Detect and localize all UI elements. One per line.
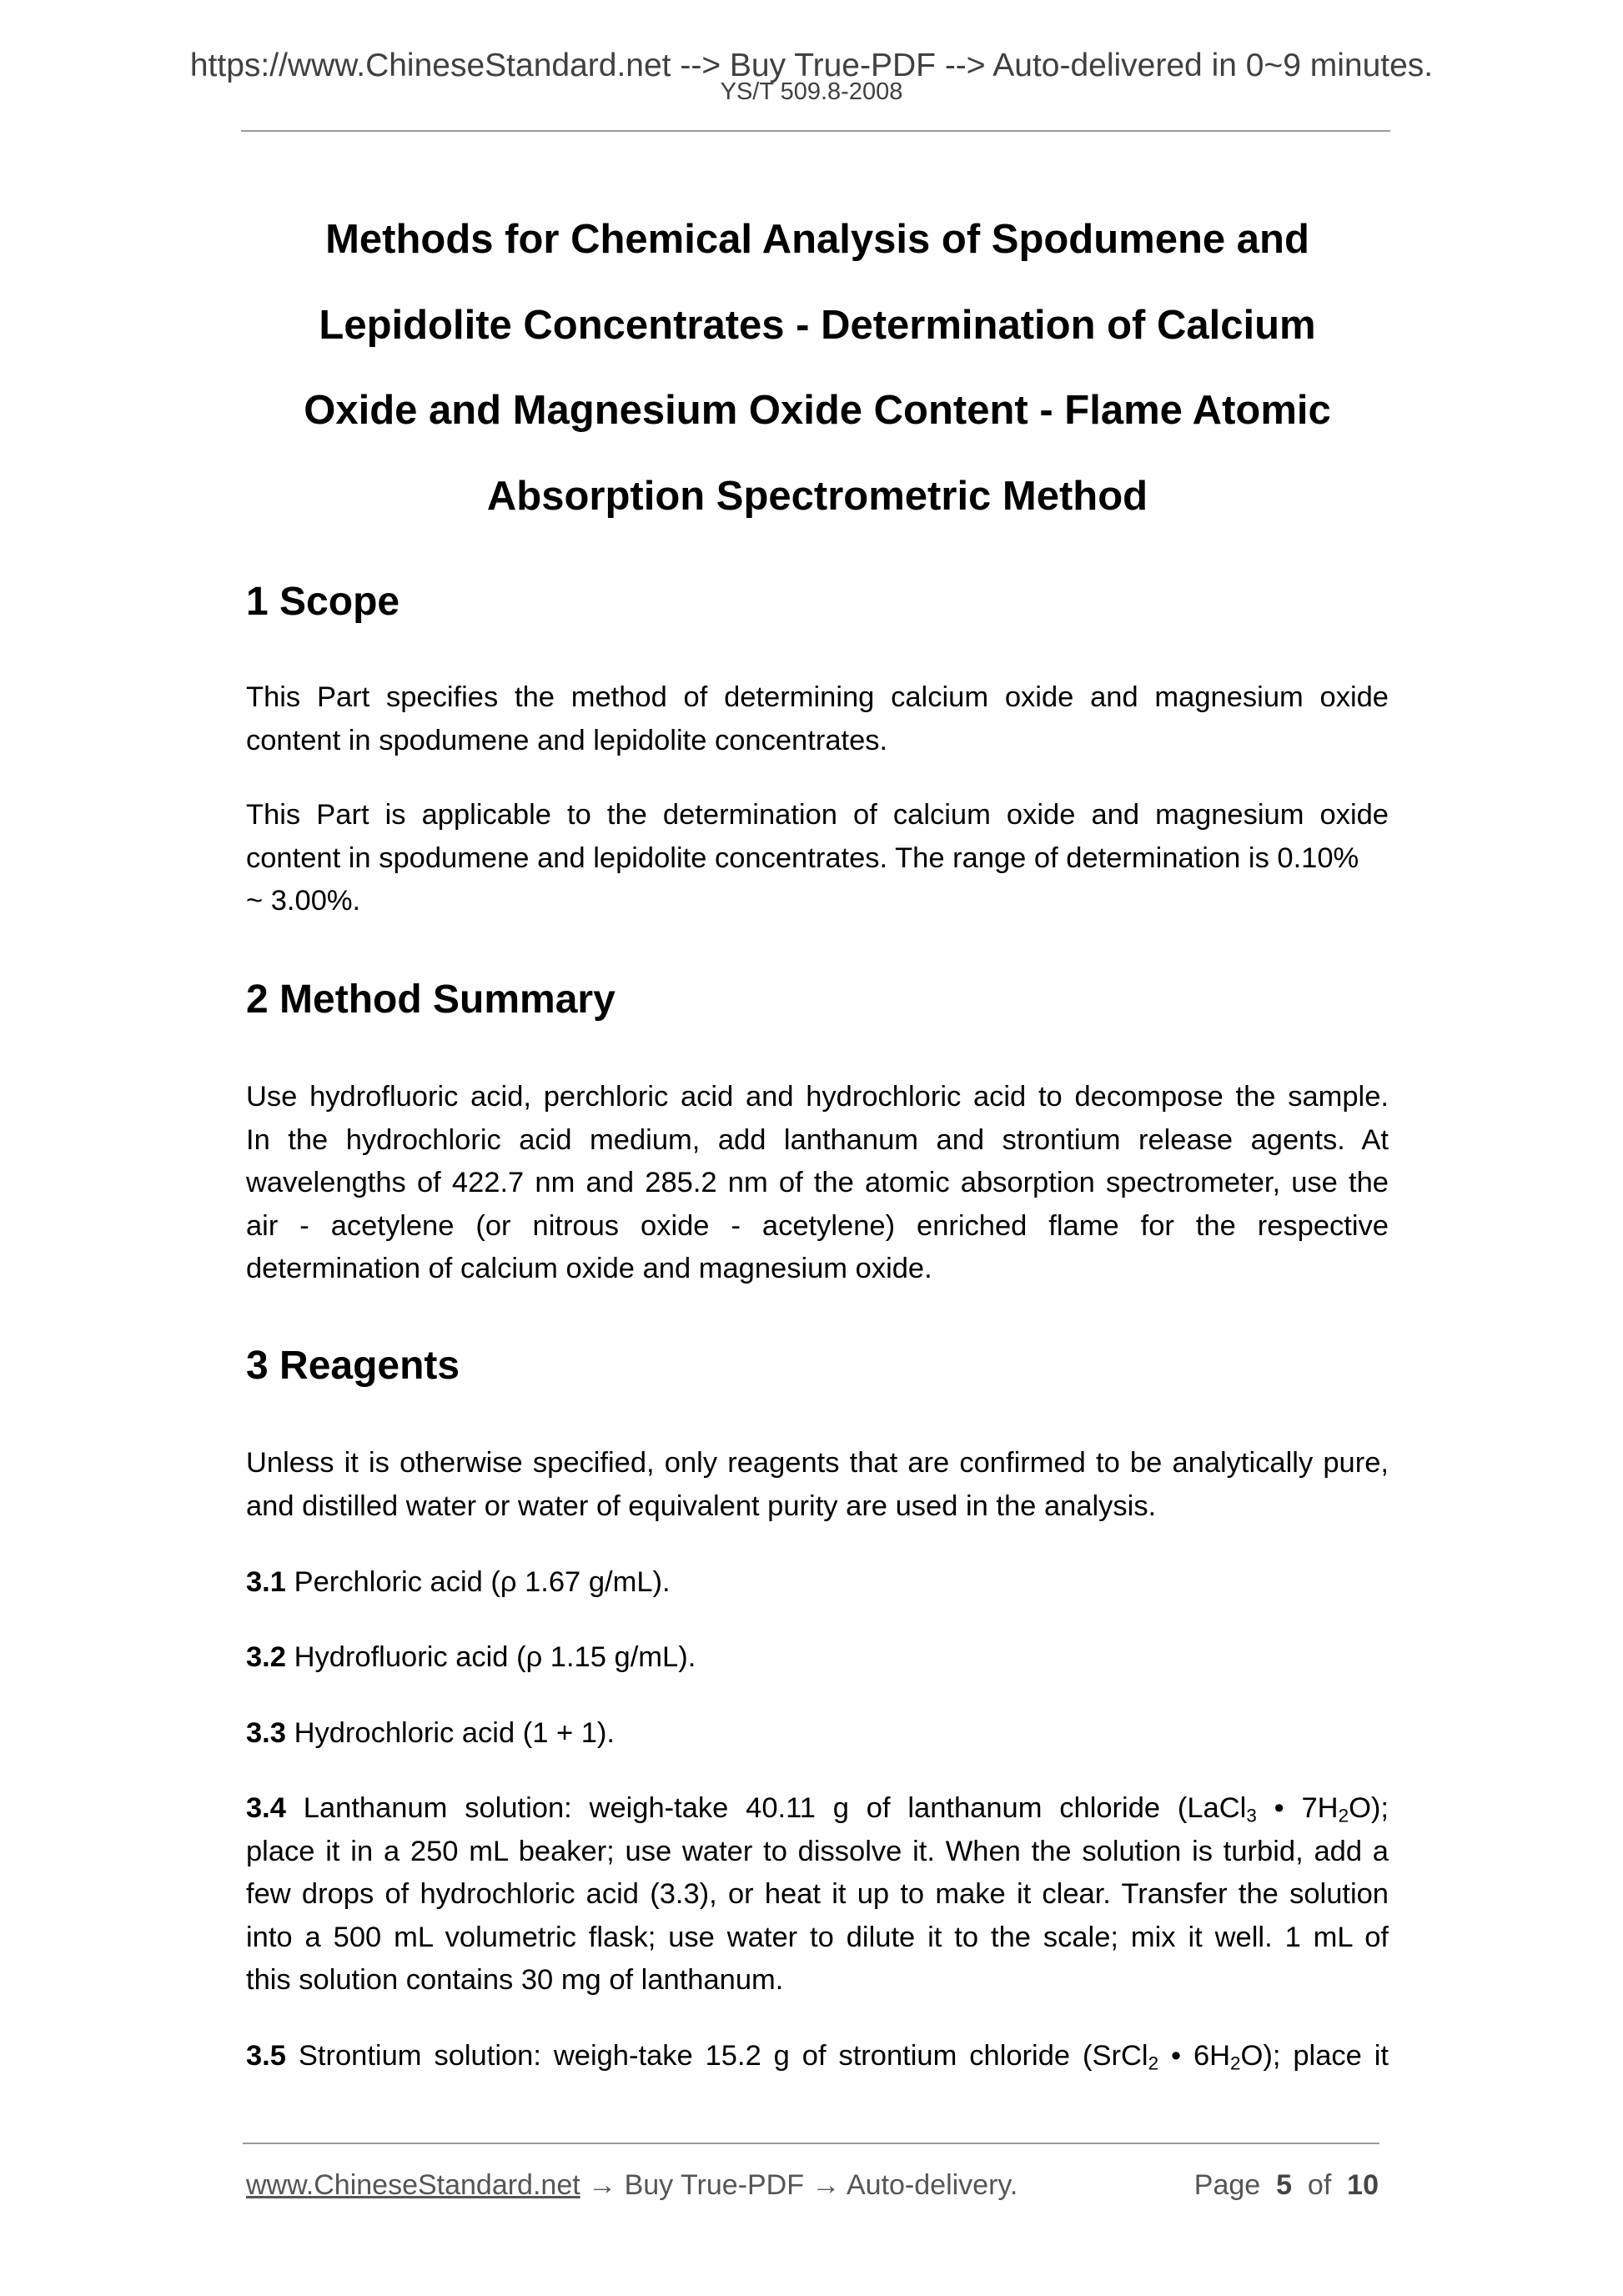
- item-text: Perchloric acid (ρ 1.67 g/mL).: [294, 1566, 671, 1598]
- item-text: Hydrofluoric acid (ρ 1.15 g/mL).: [294, 1641, 696, 1673]
- header-divider: [241, 130, 1390, 132]
- page-label: Page: [1193, 2169, 1261, 2201]
- item-text: O);: [1349, 1792, 1389, 1824]
- item-text: Hydrochloric acid (1 + 1).: [294, 1717, 615, 1749]
- item-number: 3.2: [246, 1641, 286, 1673]
- item-text: O); place it: [1240, 2040, 1389, 2072]
- footer-divider: [243, 2143, 1379, 2144]
- document-title: [246, 197, 1389, 539]
- section-heading-scope: 1 Scope: [246, 580, 400, 624]
- item-number: 3.1: [246, 1566, 286, 1598]
- reagent-item-3-5: [246, 2035, 1389, 2078]
- section-heading-reagents: 3 Reagents: [246, 1344, 460, 1388]
- reagent-item-3-4: [246, 1787, 1389, 2002]
- page-total: 10: [1347, 2169, 1379, 2201]
- subscript: 2: [1148, 2052, 1159, 2074]
- site-link[interactable]: www.ChineseStandard.net: [246, 2169, 580, 2201]
- reagent-item-3-3: [246, 1712, 1389, 1756]
- title-line: Oxide and Magnesium Oxide Content - Flame Atomic: [304, 388, 1331, 433]
- title-line: Methods for Chemical Analysis of Spodumene and: [325, 217, 1309, 262]
- item-number: 3.3: [246, 1717, 286, 1749]
- item-text: Lanthanum solution: weigh-take 40.11 g of lanthanum chloride (LaCl: [303, 1792, 1247, 1824]
- reagent-item-3-1: [246, 1561, 1389, 1605]
- text-line: into a 500 mL volumetric flask; use water to dilute it to the scale; mix it well. 1 mL of: [246, 1921, 1389, 1953]
- item-text: • 7H: [1256, 1792, 1339, 1824]
- subscript: 2: [1230, 2052, 1241, 2074]
- item-number: 3.4: [246, 1792, 286, 1824]
- method-summary-paragraph: [246, 1076, 1389, 1291]
- subscript: 2: [1338, 1805, 1349, 1826]
- page-indicator: [1194, 2167, 1379, 2203]
- text-line: few drops of hydrochloric acid (3.3), or heat it up to make it clear. Transfer the solution: [246, 1878, 1389, 1910]
- text-line: and distilled water or water of equivalent purity are used in the analysis.: [246, 1490, 1157, 1522]
- text-line: determination of calcium oxide and magnesium oxide.: [246, 1253, 932, 1284]
- text-line: In the hydrochloric acid medium, add lanthanum and strontium release agents. At: [246, 1123, 1389, 1156]
- text-line: air - acetylene (or nitrous oxide - acetylene) enriched flame for the respective: [246, 1209, 1389, 1242]
- title-line: Lepidolite Concentrates - Determination of Calcium: [319, 302, 1316, 348]
- standard-code: YS/T 509.8-2008: [720, 78, 903, 105]
- text-line: content in spodumene and lepidolite concentrates.: [246, 724, 888, 756]
- reagents-intro: [246, 1442, 1389, 1528]
- text-line: place it in a 250 mL beaker; use water to dissolve it. When the solution is turbid, add a: [246, 1835, 1389, 1867]
- of-label: of: [1307, 2169, 1332, 2201]
- item-text: • 6H: [1158, 2040, 1231, 2072]
- scope-paragraph-2: [246, 794, 1389, 923]
- page-footer: [246, 2167, 1389, 2203]
- footer-text: → Buy True-PDF → Auto-delivery.: [580, 2169, 1018, 2201]
- title-line: Absorption Spectrometric Method: [486, 473, 1148, 519]
- text-line: Use hydrofluoric acid, perchloric acid and hydrochloric acid to decompose the sample.: [246, 1081, 1389, 1113]
- item-number: 3.5: [246, 2040, 286, 2072]
- header-banner: https://www.ChineseStandard.net --> Buy True-PDF --> Auto-delivered in 0~9 minutes.: [189, 48, 1434, 83]
- reagent-item-3-2: [246, 1636, 1389, 1680]
- text-line: This Part is applicable to the determination of calcium oxide and magnesium oxide: [246, 799, 1389, 831]
- item-text: Strontium solution: weigh-take 15.2 g of strontium chloride (SrCl: [298, 2040, 1148, 2072]
- text-line: ~ 3.00%.: [246, 885, 361, 917]
- scope-paragraph-1: [246, 676, 1389, 762]
- text-line: This Part specifies the method of determining calcium oxide and magnesium oxide: [246, 681, 1389, 713]
- page-current: 5: [1276, 2169, 1292, 2201]
- text-line: wavelengths of 422.7 nm and 285.2 nm of the atomic absorption spectrometer, use the: [246, 1167, 1389, 1198]
- section-heading-method-summary: 2 Method Summary: [246, 977, 616, 1022]
- text-line: Unless it is otherwise specified, only reagents that are confirmed to be analytically pure,: [246, 1447, 1389, 1479]
- text-line: content in spodumene and lepidolite concentrates. The range of determination is 0.10%: [246, 842, 1359, 874]
- subscript: 3: [1246, 1805, 1257, 1826]
- text-line: this solution contains 30 mg of lanthanum.: [246, 1964, 784, 1996]
